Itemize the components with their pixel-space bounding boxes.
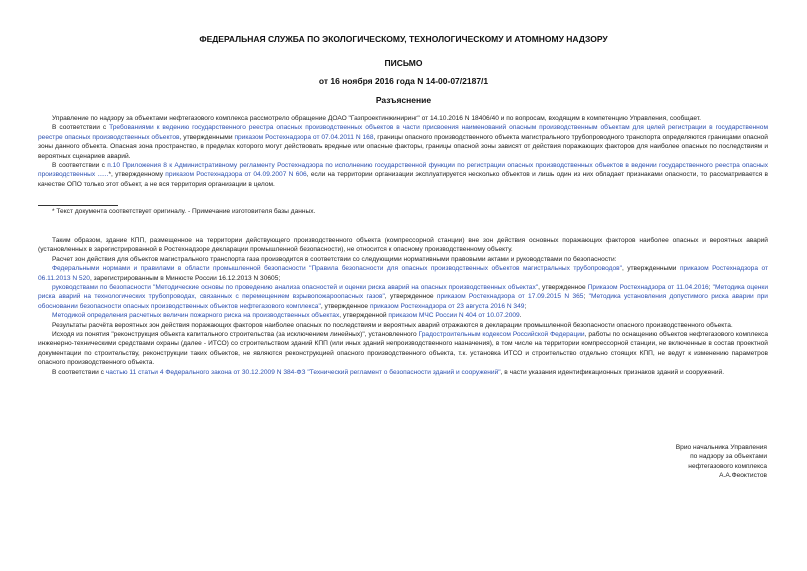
text-run: В соответствии с [52, 162, 108, 170]
pipeline-risk-method-link[interactable]: "Методика оценки риска аварий на технологических трубопроводах, связанных с перемещением взрывопожароопасных газов" [38, 284, 768, 301]
text-run: , утвержденной [339, 312, 389, 320]
text-run: , если на территории организации эксплуатируется несколько объектов и лишь один из них обладает признаками опасности, то рассматривается в качестве ОПО только этот объект, а не вся территория организации в целом. [38, 171, 769, 188]
methodical-basics-link[interactable]: руководствами по безопасности "Методические основы по проведению анализа опасностей и оценки риска аварий на опасных производственных объектах" [52, 284, 539, 292]
federal-norms-link[interactable]: Федеральными нормами и правилами в области промышленной безопасности "Правила безопасности для опасных производственных объектов магистральных трубопроводов" [52, 265, 622, 273]
text-run: *, утвержденному [108, 171, 166, 179]
subtitle-heading: Разъяснение [375, 95, 432, 105]
text-run: ; [708, 284, 713, 292]
text-run: ; [583, 293, 589, 301]
main-paragraph-6: Результаты расчёта вероятных зон действия поражающих факторов наиболее опасных по последствиям и вероятных аварий отражаются в декларации промышленной безопасности опасного производственного объекта. [52, 321, 733, 329]
order-349-link[interactable]: приказом Ростехнадзора от 23 августа 2016 N 349 [369, 302, 525, 310]
order-365-link[interactable]: приказом Ростехнадзора от 17.09.2015 N 365 [436, 293, 584, 301]
order-520-link[interactable]: приказом Ростехнадзора от 06.11.2013 N 520 [38, 265, 768, 282]
main-paragraph-4 [38, 283, 768, 311]
text-run: , утвержденными [179, 133, 235, 141]
intro-paragraph-1: Управление по надзору за объектами нефтегазового комплекса рассмотрело обращение ДОАО "Газпроектинжиниринг" от 14.10.2016 N 18406/40 и по вопросам, входящим в компетенцию Управления, сообщает. [52, 115, 701, 122]
regulation-appendix-link[interactable]: п.10 Приложения 8 к Административному регламенту Ростехнадзора по исполнению государственной функции по регистрации опасных производственных объектов в ведении государственного реестра опасных производственных ...... [38, 162, 769, 179]
text-run: ; [524, 302, 527, 310]
text-run: , границы опасного производственного объекта магистрального трубопроводного транспорта определяются границами опасной зоны данного объекта. Опасная зона пространство, в пределах которого могут действовать вредные или опасные факторы, границы опасной зоны зависят от действия поражающих факторов для наиболее опасных по последствиям и вероятных сценариев аварий. [38, 133, 768, 160]
text-run: , утвержденными [621, 265, 680, 273]
urban-planning-code-link[interactable]: Градостроительным кодексом Российской Федерации [418, 331, 585, 339]
federal-law-384-link[interactable]: частью 11 статьи 4 Федерального закона от 30.12.2009 N 384-ФЗ "Технический регламент о безопасности зданий и сооружений" [105, 368, 501, 376]
signature-line: нефтегазового комплекса [688, 462, 767, 470]
text-run: В соответствии с [52, 124, 110, 132]
footnote-divider [38, 205, 118, 206]
signature-line: по надзору за объектами [690, 453, 767, 461]
text-run: . [519, 312, 522, 320]
text-run: , зарегистрированным в Минюсте России 16.12.2013 N 30605; [89, 274, 281, 282]
text-run: , в части указания идентификационных признаков зданий и сооружений. [500, 368, 725, 376]
main-paragraph-3 [38, 264, 768, 283]
order-144-link[interactable]: Приказом Ростехнадзора от 11.04.2016 [587, 284, 709, 292]
intro-paragraph-2 [38, 123, 768, 161]
main-paragraph-8 [38, 368, 768, 377]
main-paragraph-1: Таким образом, здание КПП, размещенное на территории действующего производственного объекта (компрессорной станции) вне зон действия основных поражающих факторов наиболее опасных и вероятных аварий (установленных в зарегистрированной в Ростехнадзоре декларации промышленной безопасности), не относится к опасному производственному объекту. [38, 237, 768, 254]
main-paragraph-7 [38, 330, 768, 368]
order-168-link[interactable]: приказом Ростехнадзора от 07.04.2011 N 168 [234, 133, 374, 141]
doc-date-heading: от 16 ноября 2016 года N 14-00-07/2187/1 [318, 76, 489, 86]
intro-paragraph-3 [38, 161, 768, 189]
intro-section [38, 114, 768, 189]
mchs-order-404-link[interactable]: приказом МЧС России N 404 от 10.07.2009 [388, 312, 520, 320]
main-section [38, 236, 768, 377]
text-run: , утвержденное [384, 293, 437, 301]
text-run: , утвержденное [538, 284, 588, 292]
signature-name: А.А.Феоктистов [719, 472, 767, 480]
signature-line: Врио начальника Управления [675, 444, 767, 451]
agency-heading: ФЕДЕРАЛЬНАЯ СЛУЖБА ПО ЭКОЛОГИЧЕСКОМУ, ТЕХНОЛОГИЧЕСКОМУ И АТОМНОМУ НАДЗОРУ [199, 34, 608, 44]
acceptable-risk-method-link[interactable]: "Методика установления допустимого риска аварии при обосновании безопасности опасных производственных объектов нефтегазового комплекса" [38, 293, 768, 310]
signature-block [676, 443, 767, 481]
text-run: В соответствии с [52, 368, 106, 376]
footnote: * Текст документа соответствует оригиналу. - Примечание изготовителя базы данных. [52, 208, 316, 215]
requirements-link[interactable]: Требованиями к ведению государственного реестра опасных производственных объектов в части присвоения наименований опасным производственным объектам для целей регистрации в государственном реестре опасных производственных объектов [38, 124, 768, 141]
fire-risk-method-link[interactable]: Методикой определения расчетных величин пожарного риска на производственных объектах [52, 312, 340, 320]
doc-type-heading: ПИСЬМО [384, 58, 423, 68]
text-run: , утвержденное [320, 302, 370, 310]
main-paragraph-5 [38, 311, 768, 320]
text-run: , работы по оснащению объектов нефтегазового комплекса инженерно-техническими средствами охраны (далее - ИТСО) со строительством зданий КПП (или иных зданий непроизводственного назначения), в том числе на территории компрессорной станции, не включенные в состав проектной документации по строительству, реконструкции таких объектов, не являются реконструкцией опасного производственного объекта, т.к. установка ИТСО и строительство отдельно стоящих КПП, не ведут к изменению параметров опасного производственного объекта. [38, 331, 768, 367]
main-paragraph-2: Расчет зон действия для объектов магистрального транспорта газа производится в соответствии со следующими нормативными правовыми актами и руководствами по безопасности: [52, 255, 617, 263]
order-606-link[interactable]: приказом Ростехнадзора от 04.09.2007 N 606 [165, 171, 307, 179]
text-run: Исходя из понятия "реконструкция объекта капитального строительства (за исключением линейных)", установленного [52, 331, 419, 339]
